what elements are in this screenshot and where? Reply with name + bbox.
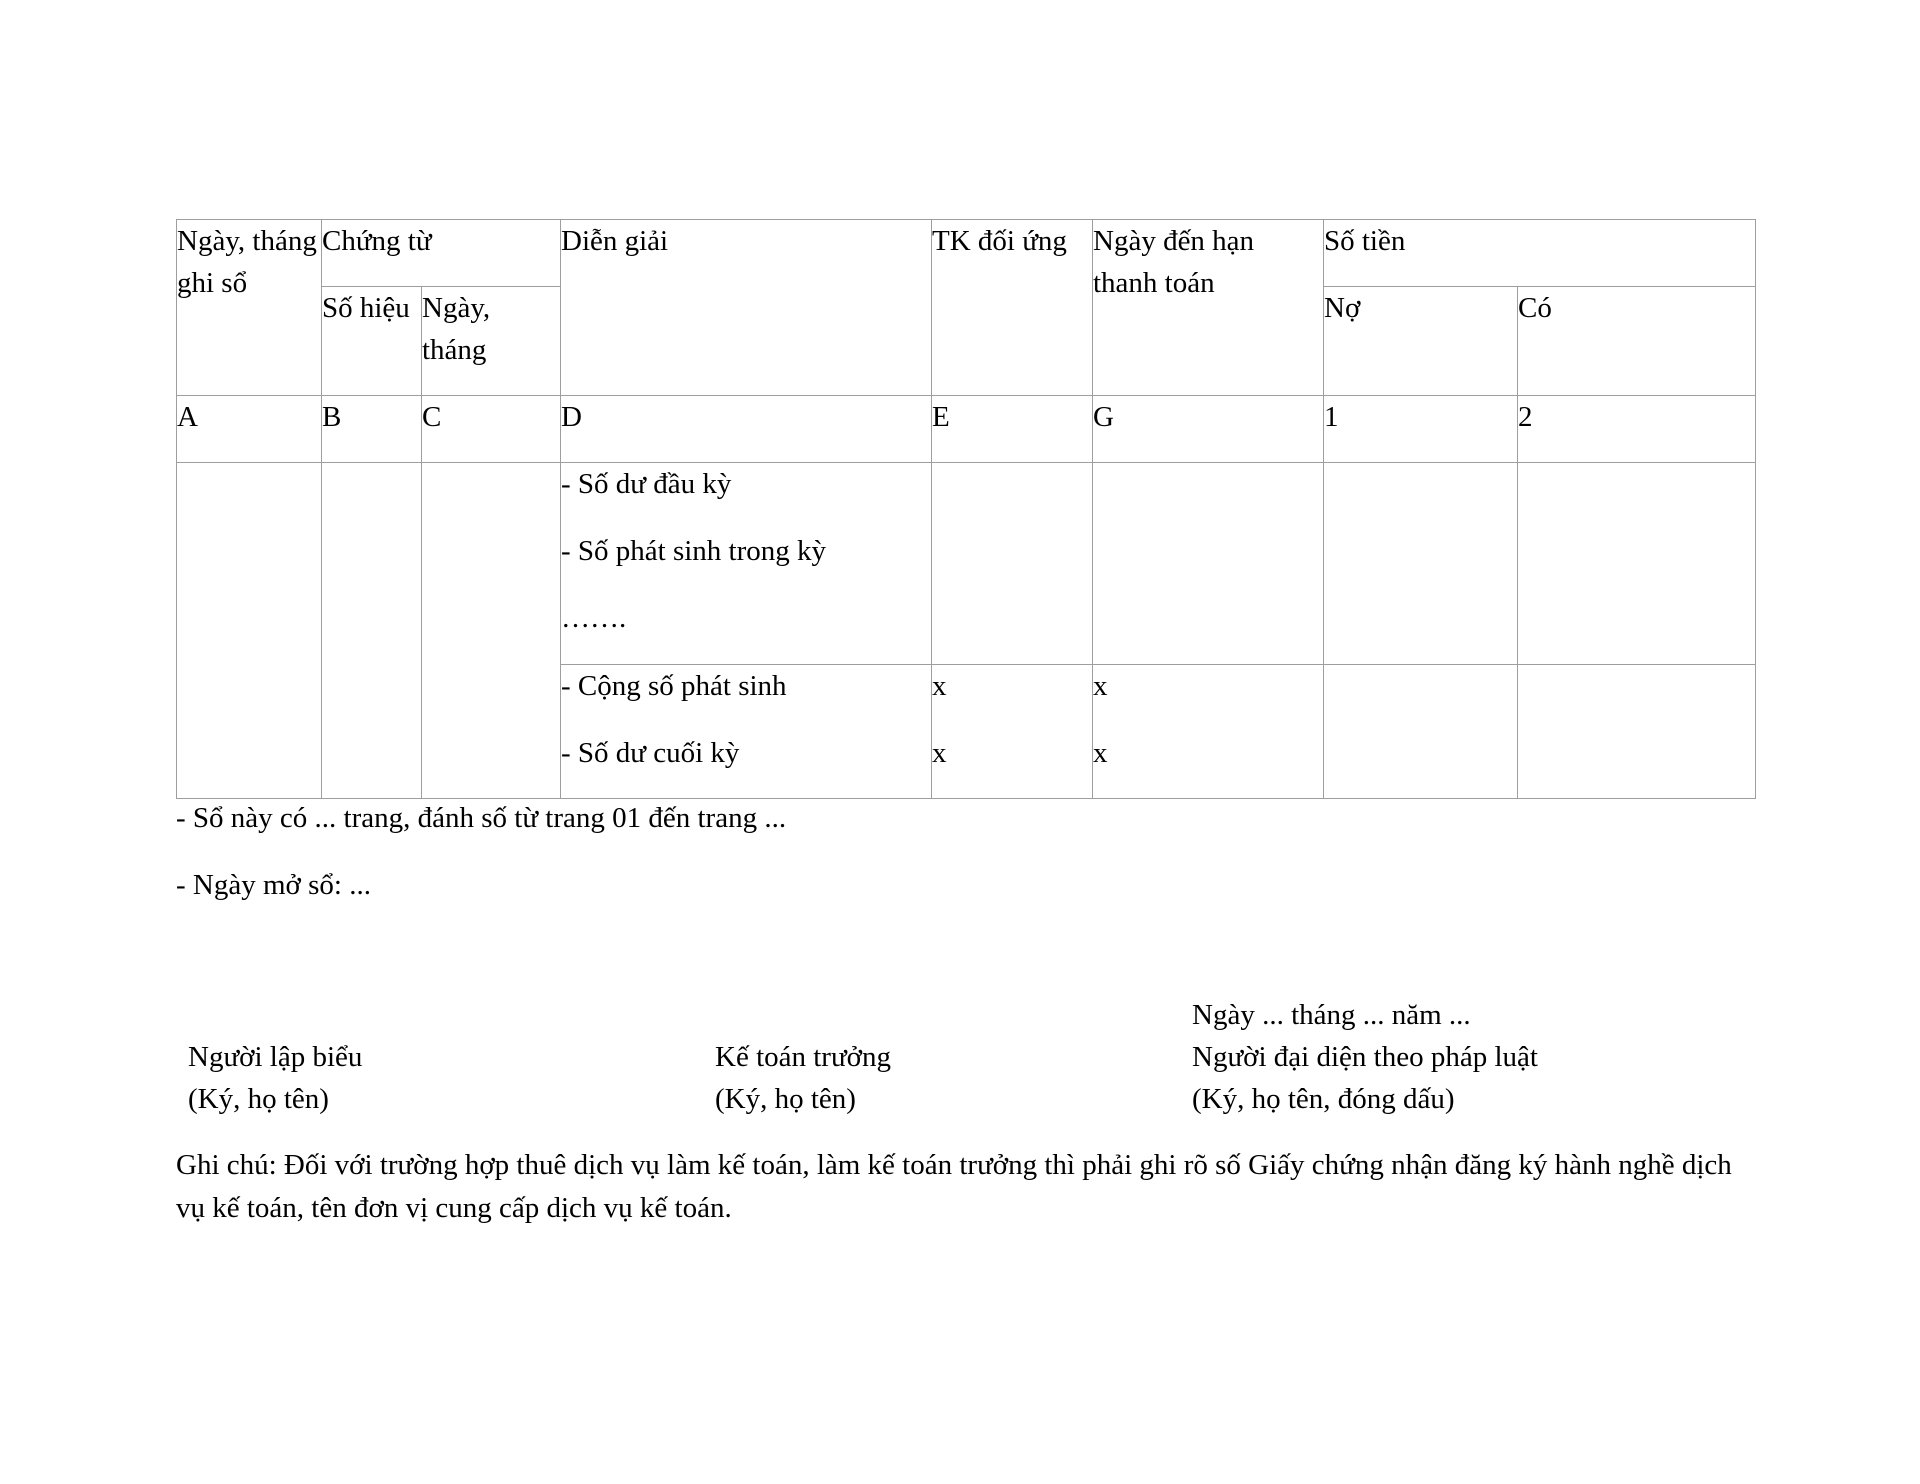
- empty-cell: [1324, 463, 1518, 665]
- header-due-date: Ngày đến hạn thanh toán: [1093, 220, 1324, 396]
- footnote: Ghi chú: Đối với trường hợp thuê dịch vụ làm kế toán, làm kế toán trưởng thì phải ghi rõ số Giấy chứng nhận đăng ký hành nghề dịch vụ kế toán, tên đơn vị cung cấp dịch vụ kế toán.: [176, 1149, 1732, 1224]
- empty-cell: [177, 463, 322, 799]
- column-code: E: [932, 396, 1093, 463]
- empty-cell: [422, 463, 561, 799]
- empty-cell: [1518, 665, 1756, 799]
- ellipsis-line: …….: [561, 602, 627, 634]
- header-voucher-no: Số hiệu: [322, 287, 422, 396]
- column-code: D: [561, 396, 932, 463]
- header-debit: Nợ: [1324, 287, 1518, 396]
- header-date-recorded: Ngày, tháng ghi sổ: [177, 220, 322, 396]
- entries-row: [177, 463, 1756, 665]
- column-code-row: [177, 396, 1756, 463]
- header-amount: Số tiền: [1324, 220, 1756, 287]
- preparer-title: Người lập biểu: [188, 1041, 363, 1073]
- header-voucher: Chứng từ: [322, 220, 561, 287]
- empty-cell: [322, 463, 422, 799]
- header-contra-account: TK đối ứng: [932, 220, 1093, 396]
- closing-balance-line: - Số dư cuối kỳ: [561, 737, 740, 769]
- x-mark: x: [1093, 737, 1108, 769]
- empty-cell: [1324, 665, 1518, 799]
- column-code: 1: [1324, 396, 1518, 463]
- preparer-sign-hint: (Ký, họ tên): [188, 1083, 329, 1115]
- totals-contra-account: [932, 665, 1093, 799]
- x-mark: x: [932, 737, 947, 769]
- header-voucher-date: Ngày, tháng: [422, 287, 561, 396]
- chief-accountant-signature: [715, 1036, 891, 1120]
- legal-rep-signature: [1192, 994, 1538, 1120]
- empty-cell: [1518, 463, 1756, 665]
- ledger-table: [176, 219, 1756, 799]
- total-activity-line: - Cộng số phát sinh: [561, 670, 787, 702]
- x-mark: x: [932, 670, 947, 702]
- chief-accountant-title: Kế toán trưởng: [715, 1041, 892, 1073]
- period-activity-line: - Số phát sinh trong kỳ: [561, 535, 827, 567]
- x-mark: x: [1093, 670, 1108, 702]
- column-code: C: [422, 396, 561, 463]
- preparer-signature: [188, 1036, 362, 1120]
- totals-due-date: [1093, 665, 1324, 799]
- column-code: A: [177, 396, 322, 463]
- totals-description: [561, 665, 932, 799]
- opening-balance-line: - Số dư đầu kỳ: [561, 468, 732, 500]
- open-date-note: - Ngày mở sổ: ...: [176, 869, 371, 901]
- legal-rep-title: Người đại diện theo pháp luật: [1192, 1041, 1538, 1073]
- empty-cell: [1093, 463, 1324, 665]
- signature-date-line: Ngày ... tháng ... năm ...: [1192, 999, 1471, 1031]
- column-code: 2: [1518, 396, 1756, 463]
- column-code: G: [1093, 396, 1324, 463]
- column-code: B: [322, 396, 422, 463]
- header-description: Diễn giải: [561, 220, 932, 396]
- chief-accountant-sign-hint: (Ký, họ tên): [715, 1083, 856, 1115]
- header-credit: Có: [1518, 287, 1756, 396]
- empty-cell: [932, 463, 1093, 665]
- entries-description: [561, 463, 932, 665]
- legal-rep-sign-hint: (Ký, họ tên, đóng dấu): [1192, 1083, 1455, 1115]
- page-count-note: - Sổ này có ... trang, đánh số từ trang 01 đến trang ...: [176, 802, 787, 834]
